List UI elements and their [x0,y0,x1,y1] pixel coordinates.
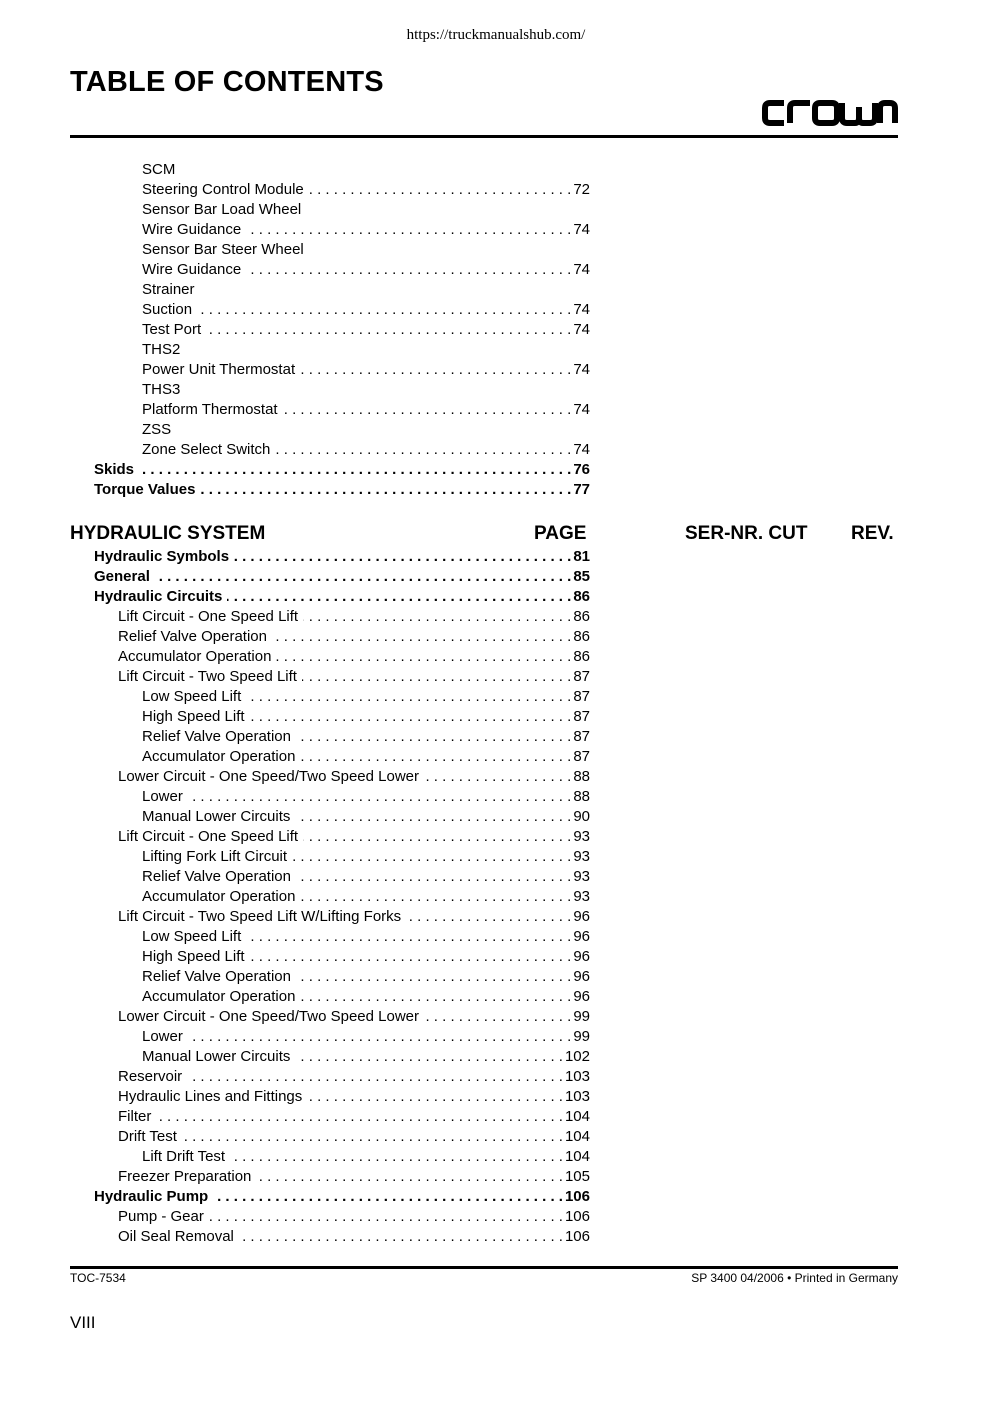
dot-leader [155,567,571,587]
toc-entry [70,847,590,867]
toc-entry-page: 103 [564,1068,590,1085]
publication-info: SP 3400 04/2006 • Printed in Germany [691,1271,898,1285]
toc-entry [70,627,590,647]
toc-entry-page: 106 [564,1188,590,1205]
toc-entry-title: Reservoir [118,1068,183,1085]
toc-entry-page: 77 [573,481,590,498]
toc-entry [70,280,590,300]
toc-entry [70,240,590,260]
toc-entry-page: 85 [573,568,590,585]
toc-entry-page: 104 [564,1128,590,1145]
toc-entry [70,300,590,320]
dot-leader [213,1187,563,1207]
toc-entry-title: High Speed Lift [142,948,245,965]
toc-entry-page: 104 [564,1108,590,1125]
toc-entry [70,1167,590,1187]
dot-leader [234,547,571,567]
toc-entry-title: Lift Circuit - One Speed Lift [118,608,299,625]
dot-leader [283,400,572,420]
toc-entry [70,1047,590,1067]
toc-entry-page: 86 [573,608,590,625]
toc-entry [70,607,590,627]
toc-entry [70,1027,590,1047]
dot-leader [303,827,571,847]
toc-entry-title: SCM [142,161,176,178]
page-title: TABLE OF CONTENTS [70,66,384,98]
toc-entry-title: Lower Circuit - One Speed/Two Speed Lower [118,1008,419,1025]
footer-rule [70,1266,898,1269]
dot-leader [296,967,571,987]
toc-entry-page: 76 [573,461,590,478]
toc-entry-page: 74 [573,321,590,338]
toc-entry-page: 106 [564,1228,590,1245]
dot-leader [246,927,571,947]
toc-entry [70,220,590,240]
toc-entry-title: Steering Control Module [142,181,304,198]
toc-entry [70,1127,590,1147]
toc-entry-title: Hydraulic Pump [94,1188,209,1205]
toc-entry-page: 86 [573,648,590,665]
toc-entry [70,160,590,180]
dot-leader [302,667,571,687]
toc-entry-title: Filter [118,1108,152,1125]
dot-leader [188,787,571,807]
toc-entry-title: Oil Seal Removal [118,1228,234,1245]
dot-leader [300,747,571,767]
toc-entry-page: 87 [573,708,590,725]
dot-leader [307,1087,563,1107]
toc-entry-page: 74 [573,401,590,418]
toc-entry-title: Sensor Bar Load Wheel [142,201,302,218]
toc-entry [70,987,590,1007]
toc-entry-page: 86 [573,588,590,605]
dot-leader [139,460,571,480]
toc-entry-page: 99 [573,1028,590,1045]
toc-entry-title: High Speed Lift [142,708,245,725]
toc-entry-page: 99 [573,1008,590,1025]
toc-entry-page: 87 [573,728,590,745]
toc-entry [70,200,590,220]
toc-list-hydraulic [70,547,590,1247]
toc-entry [70,887,590,907]
dot-leader [272,627,571,647]
toc-entry-title: Drift Test [118,1128,177,1145]
toc-entry-page: 87 [573,688,590,705]
toc-entry-title: Strainer [142,281,195,298]
dot-leader [239,1227,563,1247]
toc-entry-title: Pump - Gear [118,1208,204,1225]
toc-entry-title: Torque Values [94,481,196,498]
column-header-rev: REV. [851,523,894,544]
toc-entry [70,787,590,807]
section-title: HYDRAULIC SYSTEM [70,523,266,544]
toc-entry-title: Power Unit Thermostat [142,361,296,378]
toc-entry [70,1147,590,1167]
toc-entry-title: Freezer Preparation [118,1168,252,1185]
toc-entry-title: ZSS [142,421,172,438]
dot-leader [246,220,571,240]
toc-entry [70,667,590,687]
toc-entry-title: Low Speed Lift [142,688,242,705]
toc-entry-title: Low Speed Lift [142,928,242,945]
toc-entry-title: Skids [94,461,135,478]
toc-entry-page: 74 [573,361,590,378]
toc-entry [70,907,590,927]
toc-entry [70,687,590,707]
toc-entry [70,320,590,340]
toc-entry [70,827,590,847]
toc-entry-page: 106 [564,1208,590,1225]
toc-entry-title: Relief Valve Operation [142,868,291,885]
dot-leader [256,1167,563,1187]
dot-leader [424,1007,571,1027]
source-url: https://truckmanualshub.com/ [406,27,586,43]
toc-entry-page: 74 [573,441,590,458]
toc-entry-title: Wire Guidance [142,221,242,238]
toc-entry-title: THS2 [142,341,181,358]
toc-entry-page: 74 [573,301,590,318]
toc-entry-title: Suction [142,301,193,318]
toc-entry-title: Accumulator Operation [142,988,296,1005]
toc-entry-title: Hydraulic Circuits [94,588,223,605]
toc-entry-page: 96 [573,948,590,965]
toc-entry [70,727,590,747]
header-rule [70,135,898,138]
document-code: TOC-7534 [70,1271,126,1285]
toc-entry-page: 88 [573,768,590,785]
toc-entry-title: Relief Valve Operation [142,728,291,745]
toc-entry-page: 104 [564,1148,590,1165]
dot-leader [188,1027,571,1047]
toc-entry [70,480,590,500]
dot-leader [300,987,571,1007]
toc-entry-title: Hydraulic Lines and Fittings [118,1088,303,1105]
dot-leader [296,727,571,747]
toc-entry [70,587,590,607]
dot-leader [303,607,571,627]
toc-entry [70,340,590,360]
toc-entry [70,380,590,400]
toc-entry-title: Lifting Fork Lift Circuit [142,848,288,865]
dot-leader [182,1127,563,1147]
toc-entry-title: Relief Valve Operation [142,968,291,985]
dot-leader [246,687,571,707]
toc-entry [70,1207,590,1227]
toc-entry [70,260,590,280]
toc-entry-page: 96 [573,908,590,925]
toc-entry-title: Lift Circuit - Two Speed Lift W/Lifting Forks [118,908,402,925]
toc-entry-title: Manual Lower Circuits [142,1048,291,1065]
toc-entry-page: 72 [573,181,590,198]
toc-entry-title: Lower [142,1028,183,1045]
toc-entry-title: Lower [142,788,183,805]
dot-leader [406,907,571,927]
toc-entry [70,567,590,587]
toc-entry [70,707,590,727]
column-header-page: PAGE [534,523,587,544]
dot-leader [250,707,572,727]
dot-leader [309,180,572,200]
toc-list-continued [70,160,590,500]
page-number: VIII [70,1313,96,1332]
dot-leader [295,807,571,827]
dot-leader [276,647,571,667]
toc-entry [70,1087,590,1107]
dot-leader [156,1107,563,1127]
toc-entry [70,647,590,667]
toc-entry-title: Accumulator Operation [118,648,272,665]
toc-entry [70,180,590,200]
toc-entry [70,547,590,567]
toc-entry-page: 103 [564,1088,590,1105]
dot-leader [300,360,571,380]
toc-entry-page: 74 [573,261,590,278]
toc-entry-title: General [94,568,150,585]
toc-entry-title: Relief Valve Operation [118,628,267,645]
toc-entry [70,1067,590,1087]
dot-leader [296,867,571,887]
toc-entry-page: 96 [573,928,590,945]
toc-entry-title: Hydraulic Symbols [94,548,230,565]
toc-entry-title: Test Port [142,321,202,338]
toc-entry-title: Zone Select Switch [142,441,271,458]
dot-leader [200,480,571,500]
toc-entry-page: 102 [564,1048,590,1065]
toc-entry [70,767,590,787]
toc-entry-page: 86 [573,628,590,645]
toc-entry-page: 74 [573,221,590,238]
toc-entry-page: 81 [573,548,590,565]
toc-entry-page: 93 [573,888,590,905]
dot-leader [250,947,572,967]
dot-leader [206,320,571,340]
toc-entry-page: 93 [573,868,590,885]
toc-entry-page: 88 [573,788,590,805]
toc-entry-page: 93 [573,848,590,865]
toc-entry [70,460,590,480]
toc-entry-page: 105 [564,1168,590,1185]
toc-entry [70,440,590,460]
toc-entry-page: 90 [573,808,590,825]
toc-entry [70,360,590,380]
toc-entry-page: 87 [573,748,590,765]
toc-entry-title: Lower Circuit - One Speed/Two Speed Lower [118,768,419,785]
toc-entry-title: Accumulator Operation [142,888,296,905]
toc-entry [70,867,590,887]
toc-entry [70,747,590,767]
toc-entry-title: Manual Lower Circuits [142,808,291,825]
dot-leader [209,1207,563,1227]
toc-entry [70,1187,590,1207]
dot-leader [300,887,571,907]
toc-entry-title: Lift Circuit - One Speed Lift [118,828,299,845]
toc-entry [70,947,590,967]
dot-leader [246,260,571,280]
toc-entry-page: 93 [573,828,590,845]
toc-entry-title: Accumulator Operation [142,748,296,765]
dot-leader [292,847,571,867]
toc-entry-page: 87 [573,668,590,685]
toc-entry-page: 96 [573,988,590,1005]
toc-entry [70,1107,590,1127]
toc-entry-title: Lift Circuit - Two Speed Lift [118,668,297,685]
toc-entry-title: Sensor Bar Steer Wheel [142,241,304,258]
toc-entry-title: Platform Thermostat [142,401,278,418]
toc-entry-page: 96 [573,968,590,985]
toc-entry [70,927,590,947]
crown-logo [762,98,898,128]
toc-entry-title: THS3 [142,381,181,398]
toc-entry [70,967,590,987]
toc-entry [70,1227,590,1247]
column-header-sernr-cut: SER-NR. CUT [685,523,808,544]
dot-leader [187,1067,563,1087]
toc-entry-title: Lift Drift Test [142,1148,226,1165]
dot-leader [295,1047,563,1067]
dot-leader [424,767,571,787]
dot-leader [230,1147,563,1167]
toc-entry [70,807,590,827]
toc-entry-title: Wire Guidance [142,261,242,278]
dot-leader [227,587,571,607]
dot-leader [197,300,571,320]
dot-leader [275,440,571,460]
toc-entry [70,400,590,420]
toc-entry [70,1007,590,1027]
toc-entry [70,420,590,440]
